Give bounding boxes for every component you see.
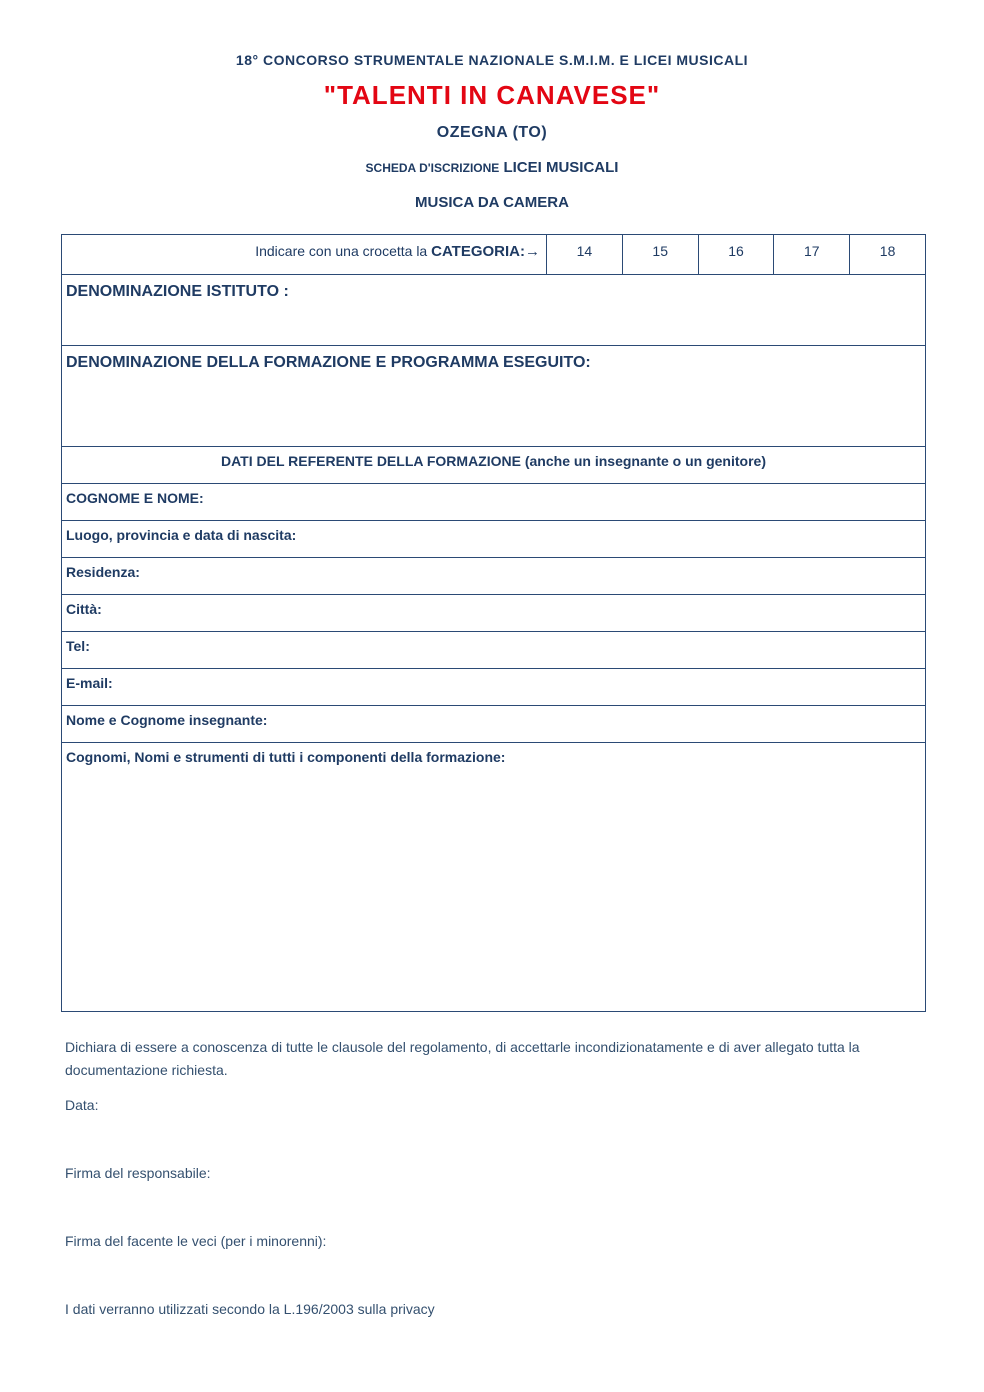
registration-form: [61, 234, 926, 1012]
insegnante-field[interactable]: Nome e Cognome insegnante:: [62, 705, 925, 742]
contest-title: 18° CONCORSO STRUMENTALE NAZIONALE S.M.I.M. E LICEI MUSICALI: [235, 52, 749, 68]
citta-field[interactable]: Città:: [62, 594, 925, 631]
formazione-field[interactable]: DENOMINAZIONE DELLA FORMAZIONE E PROGRAMMA ESEGUITO:: [62, 345, 925, 446]
event-name: "TALENTI IN CANAVESE": [323, 80, 661, 110]
responsible-signature-label: Firma del responsabile:: [65, 1165, 211, 1181]
referente-section-title: DATI DEL REFERENTE DELLA FORMAZIONE (anche un insegnante o un genitore): [62, 446, 925, 483]
luogo-nascita-field[interactable]: Luogo, provincia e data di nascita:: [62, 520, 925, 557]
residenza-field[interactable]: Residenza:: [62, 557, 925, 594]
category-option-17[interactable]: 17: [774, 235, 850, 274]
cognome-nome-field[interactable]: COGNOME E NOME:: [62, 483, 925, 520]
category-prefix: Indicare con una crocetta la: [255, 243, 432, 259]
istituto-field[interactable]: DENOMINAZIONE ISTITUTO :: [62, 274, 925, 345]
category-label: [62, 235, 547, 274]
category-option-15[interactable]: 15: [623, 235, 699, 274]
category-option-18[interactable]: 18: [879, 243, 896, 259]
privacy-note: I dati verranno utilizzati secondo la L.196/2003 sulla privacy: [65, 1301, 435, 1317]
category-option-14[interactable]: 14: [547, 235, 623, 274]
form-subtitle: [0, 159, 984, 176]
category-keyword: CATEGORIA:→: [431, 243, 540, 260]
category-option-16[interactable]: 16: [699, 235, 775, 274]
componenti-field[interactable]: Cognomi, Nomi e strumenti di tutti i componenti della formazione:: [62, 742, 925, 1011]
date-label: Data:: [65, 1097, 99, 1113]
tel-field[interactable]: Tel:: [62, 631, 925, 668]
event-location: OZEGNA (TO): [436, 124, 548, 141]
section-title: MUSICA DA CAMERA: [415, 194, 569, 211]
declaration-text: Dichiara di essere a conoscenza di tutte le clausole del regolamento, di accettarle incondizionatamente e di aver allegato tutta la documentazione richiesta.: [65, 1039, 860, 1078]
category-row: [62, 235, 925, 274]
form-subtitle-small: SCHEDA D'ISCRIZIONE: [365, 161, 500, 175]
guardian-signature-label: Firma del facente le veci (per i minorenni):: [65, 1233, 327, 1249]
form-subtitle-large: LICEI MUSICALI: [503, 159, 619, 176]
email-field[interactable]: E-mail:: [62, 668, 925, 705]
